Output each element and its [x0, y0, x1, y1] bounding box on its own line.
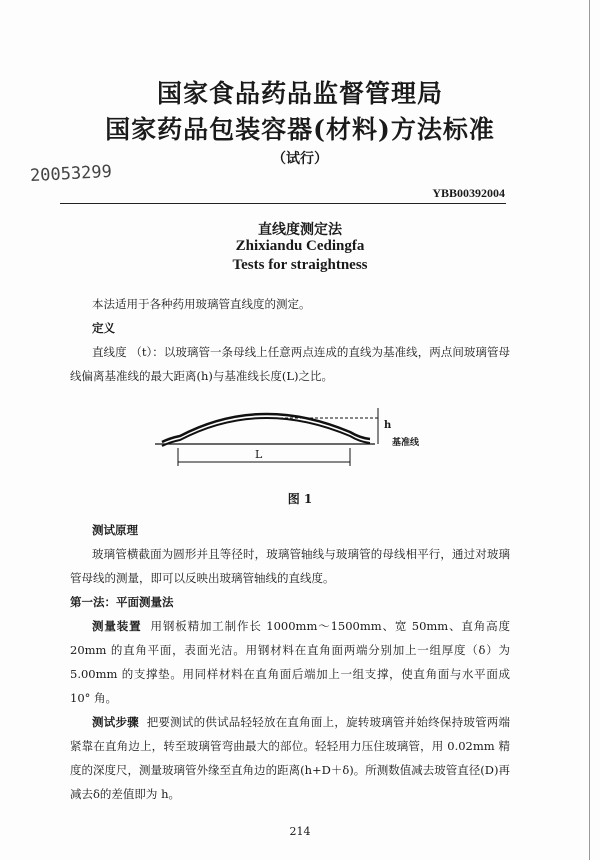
figure-caption: 图 1	[287, 492, 313, 506]
section-definition	[70, 292, 510, 388]
apparatus-text: 用钢板精加工制作长 1000mm～1500mm、宽 50mm、直角高度 20mm 的直角平面，表面光洁。用钢材料在直角面两端分别加上一组厚度（δ）为 5.00mm 的支撑垫。用同样材料在直角面后端加上一组支撑，使直角面与水平面成 10° 角。	[70, 619, 511, 705]
method1-title: 第一法：平面测量法	[70, 595, 174, 609]
apparatus-label: 测量装置	[92, 619, 142, 633]
apparatus-paragraph	[70, 614, 510, 710]
label-h: h	[384, 420, 392, 431]
title-line-1: 国家食品药品监督管理局	[156, 79, 443, 108]
curved-tube-edge	[162, 418, 370, 446]
definition-text: 直线度 （t）：以玻璃管一条母线上任意两点连成的直线为基准线，两点间玻璃管母线偏离基准线的最大距离(h)与基准线长度(L)之比。	[70, 345, 510, 383]
procedure-text: 把要测试的供试品轻轻放在直角面上，旋转玻璃管并始终保持玻管两端紧靠在直角边上，转至玻璃管弯曲最大的部位。轻轻用力压住玻璃管，用 0.02mm 精度的深度尺，测量玻璃管外缘至直角边的距离(h+D＋δ)。所测数值减去玻管直径(D)再减去δ的差值即为 h。	[70, 715, 511, 801]
definition-title: 定义	[92, 321, 115, 335]
section-principle	[70, 518, 510, 806]
principle-text: 玻璃管横截面为圆形并且等径时，玻璃管轴线与玻璃管的母线相平行，通过对玻璃管母线的测量，即可以反映出玻璃管轴线的直线度。	[70, 547, 510, 585]
procedure-label: 测试步骤	[92, 715, 139, 729]
heading-pinyin: Zhixiandu Cedingfa	[235, 238, 365, 254]
standard-code: YBB00392004	[432, 186, 505, 200]
label-baseline: 基准线	[392, 438, 420, 448]
figure-1	[0, 394, 600, 484]
label-L: L	[255, 448, 263, 461]
procedure-paragraph	[70, 710, 510, 806]
figure-1-diagram	[150, 394, 450, 474]
scan-edge	[589, 0, 590, 860]
principle-title: 测试原理	[92, 523, 138, 537]
title-line-2: 国家药品包装容器(材料)方法标准	[105, 115, 495, 144]
heading-en: Tests for straightness	[232, 257, 368, 273]
intro-text: 本法适用于各种药用玻璃管直线度的测定。	[92, 297, 311, 311]
trial-label: （试行）	[272, 151, 328, 167]
handwritten-number: 20053299	[29, 161, 113, 187]
page-number: 214	[289, 825, 311, 838]
heading-cn: 直线度测定法	[258, 222, 342, 238]
